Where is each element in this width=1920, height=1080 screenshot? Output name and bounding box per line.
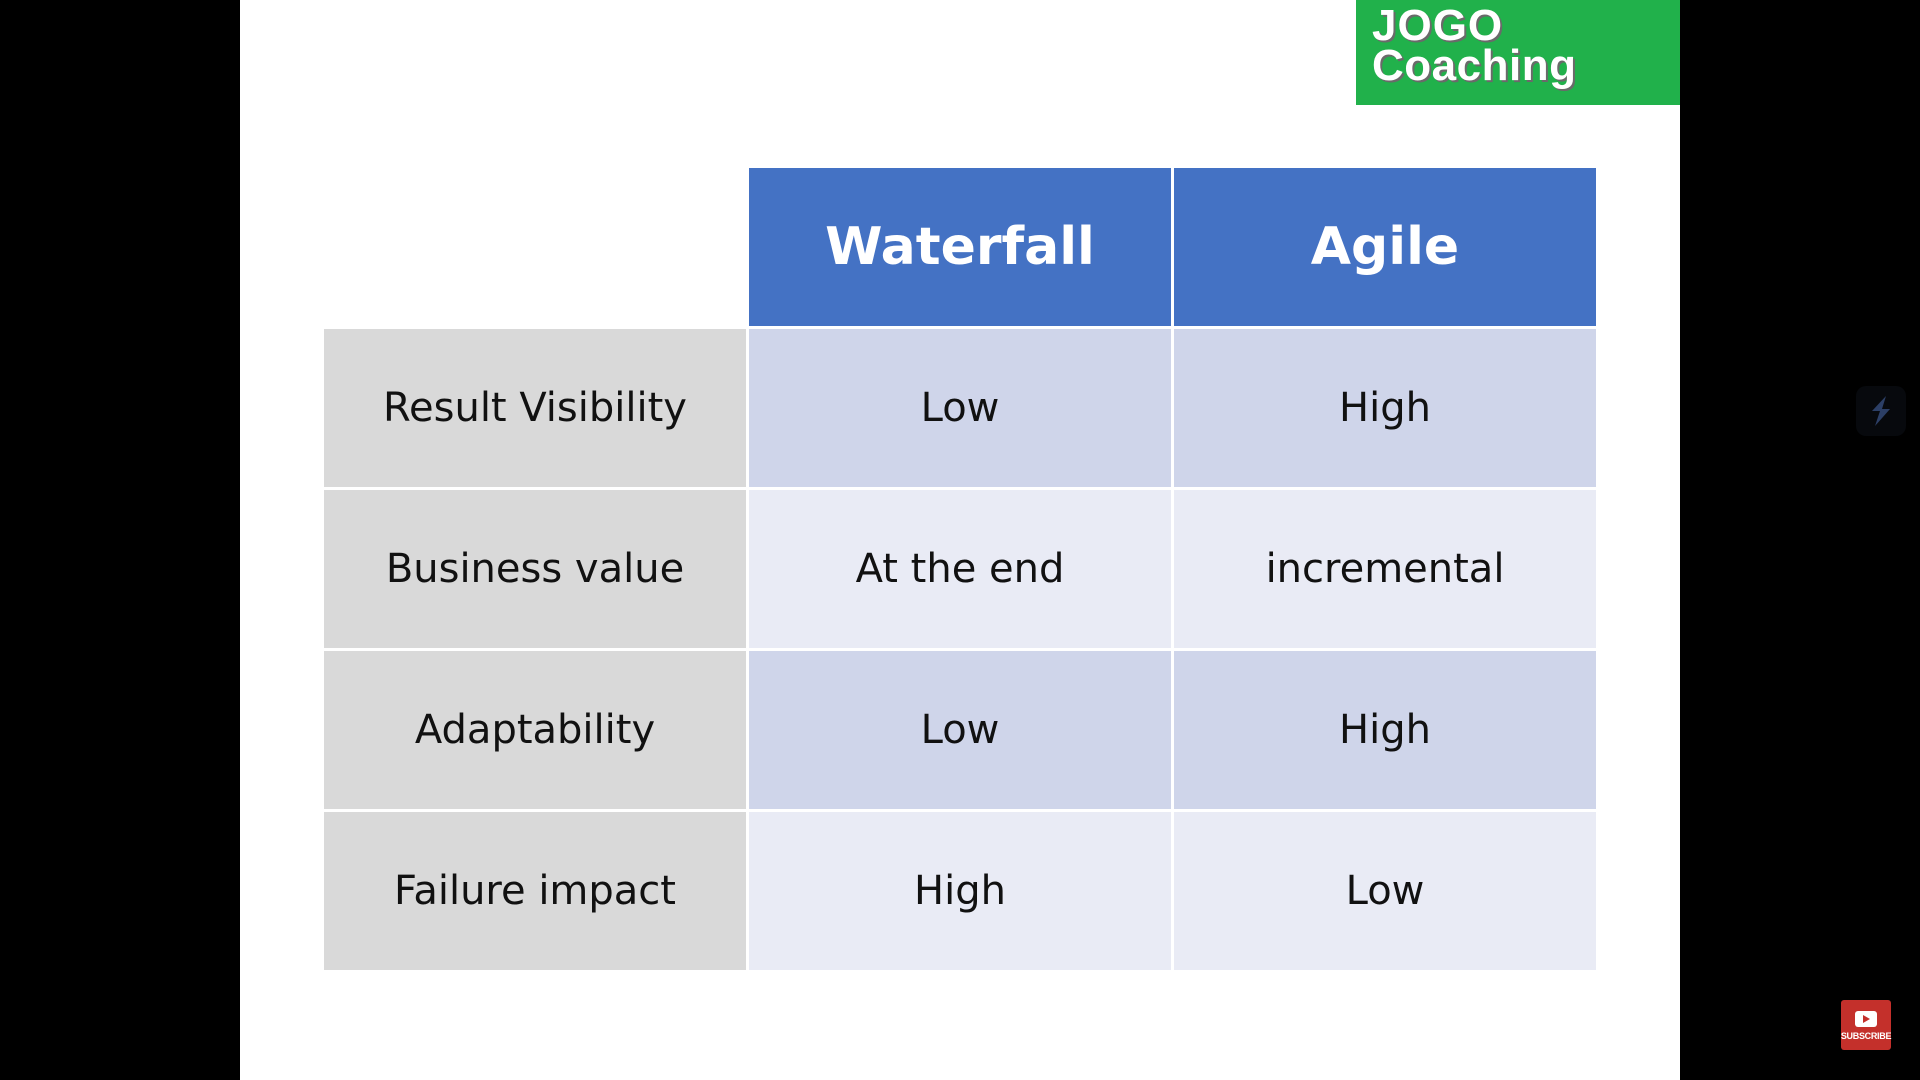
row-label-business-value: Business value xyxy=(324,490,746,648)
cell-result-visibility-agile: High xyxy=(1174,329,1596,487)
table-corner xyxy=(324,168,746,326)
cell-adaptability-waterfall: Low xyxy=(749,651,1171,809)
jogo-coaching-logo xyxy=(1356,0,1680,105)
logo-line-2: Coaching xyxy=(1372,41,1577,90)
cell-adaptability-agile: High xyxy=(1174,651,1596,809)
subscribe-label: SUBSCRIBE xyxy=(1840,1031,1892,1041)
subscribe-button[interactable] xyxy=(1841,1000,1891,1050)
column-header-waterfall: Waterfall xyxy=(749,168,1171,326)
cell-result-visibility-waterfall: Low xyxy=(749,329,1171,487)
slide xyxy=(240,0,1680,1080)
logo-line-1: JOGO xyxy=(1372,1,1504,50)
cell-failure-impact-waterfall: High xyxy=(749,812,1171,970)
cell-business-value-agile: incremental xyxy=(1174,490,1596,648)
cell-business-value-waterfall: At the end xyxy=(749,490,1171,648)
comparison-table xyxy=(324,168,1596,970)
cell-failure-impact-agile: Low xyxy=(1174,812,1596,970)
row-label-failure-impact: Failure impact xyxy=(324,812,746,970)
row-label-result-visibility: Result Visibility xyxy=(324,329,746,487)
lightning-icon[interactable] xyxy=(1856,386,1906,436)
row-label-adaptability: Adaptability xyxy=(324,651,746,809)
youtube-play-icon xyxy=(1855,1011,1877,1027)
column-header-agile: Agile xyxy=(1174,168,1596,326)
lightning-icon-glyph xyxy=(1867,394,1895,428)
